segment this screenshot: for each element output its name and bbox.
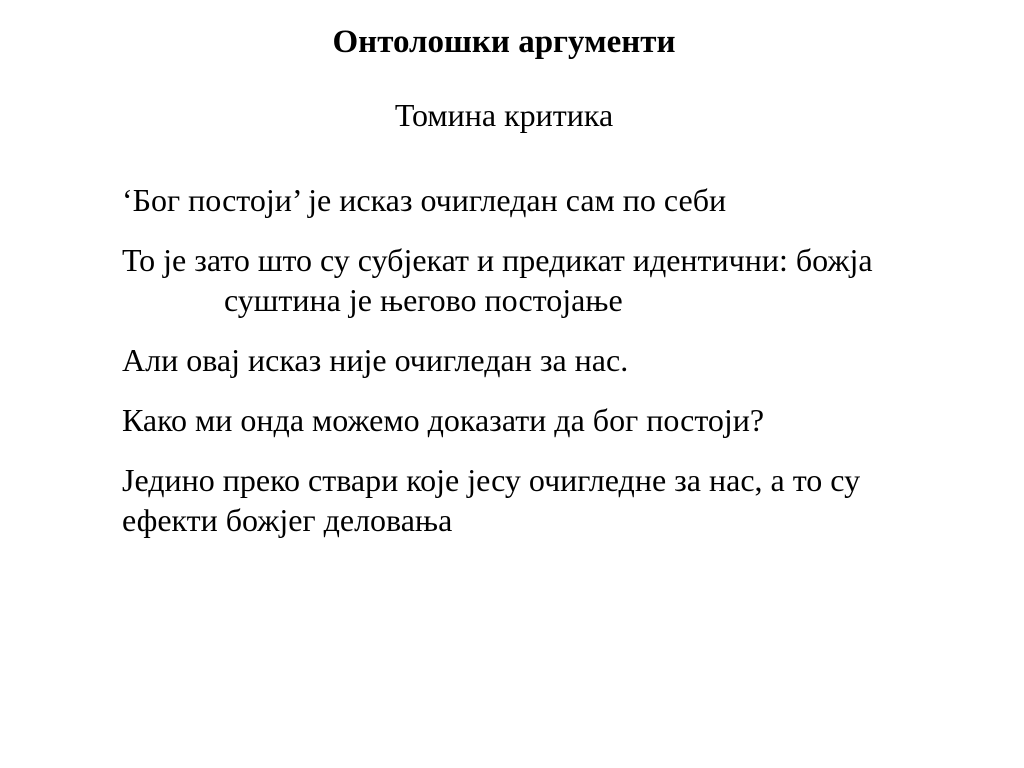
paragraph-not-evident-to-us: Али овај исказ није очигледан за нас. — [122, 342, 629, 378]
slide-title: Онтолошки аргументи — [332, 24, 676, 60]
slide-subtitle: Томина критика — [394, 97, 614, 133]
paragraph-through-effects: Једино преко ствари које јесу очигледне за нас, а то су ефекти божјег деловања — [122, 462, 861, 538]
paragraph-god-exists-self-evident: ‘Бог постоји’ је исказ очигледан сам по себи — [122, 182, 727, 218]
slide-body — [122, 180, 922, 560]
paragraph-subject-predicate-identical: То је зато што су субјекат и предикат идентични: божја суштина је његово постојање — [122, 242, 873, 318]
paragraph-how-to-prove: Како ми онда можемо доказати да бог постоји? — [122, 402, 765, 438]
